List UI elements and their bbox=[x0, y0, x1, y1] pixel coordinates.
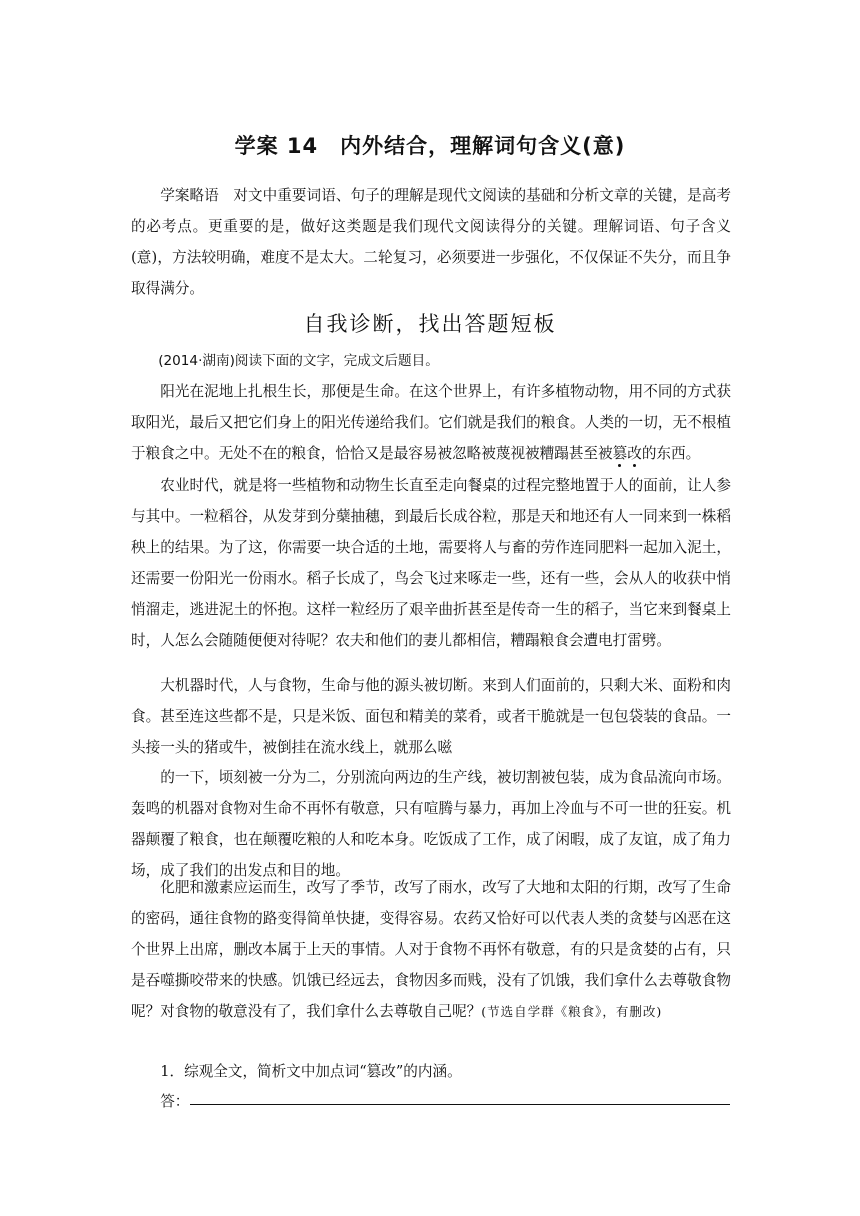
intro-paragraph: 学案略语 对文中重要词语、句子的理解是现代文阅读的基础和分析文章的关键，是高考的必考点。更重要的是，做好这类题是我们现代文阅读得分的关键。理解词语、句子含义(意)，方法较明确，难度不是太大。二轮复习，必须要进一步强化，不仅保证不失分，而且争取得满分。 bbox=[131, 187, 731, 297]
page-title: 学案 14 内外结合，理解词句含义(意) bbox=[234, 134, 626, 158]
passage-paragraph-2: 农业时代，就是将一些植物和动物生长直至走向餐桌的过程完整地置于人的面前，让人参与其中。一粒稻谷，从发芽到分蘖抽穗，到最后长成谷粒，那是天和地还有人一同来到一株稻秧上的结果。为了这，你需要一块合适的土地，需要将人与畜的劳作连同肥料一起加入泥土，还需要一份阳光一份雨水。稻子长成了，鸟会飞过来啄走一些，还有一些，会从人的收获中悄悄溜走，逃进泥土的怀抱。这样一粒经历了艰辛曲折甚至是传奇一生的稻子，当它来到餐桌上时，人怎么会随随便便对待呢？农夫和他们的妻儿都相信，糟蹋粮食会遭电打雷劈。 bbox=[131, 477, 731, 649]
passage-text: 化肥和激素应运而生，改写了季节，改写了雨水，改写了大地和太阳的行期，改写了生命的密码，通往食物的路变得简单快捷，变得容易。农药又恰好可以代表人类的贪婪与凶恶在这个世界上出席，删改本属于上天的事情。人对于食物不再怀有敬意，有的只是贪婪的占有，只是吞噬撕咬带来的快感。饥饿已经远去，食物因多而贱，没有了饥饿，我们拿什么去尊敬食物呢？对食物的敬意没有了，我们拿什么去尊敬自己呢？ bbox=[131, 879, 731, 1020]
emphasized-character: 改 bbox=[627, 445, 642, 462]
passage-paragraph-5 bbox=[131, 872, 731, 1027]
passage-paragraph-4: 的一下，顷刻被一分为二，分别流向两边的生产线，被切割被包装，成为食品流向市场。轰鸣的机器对食物对生命不再怀有敬意，只有喧腾与暴力，再加上冷血与不可一世的狂妄。机器颠覆了粮食，也在颠覆吃粮的人和吃本身。吃饭成了工作，成了闲暇，成了友谊，成了角力场，成了我们的出发点和目的地。 bbox=[131, 769, 731, 879]
answer-label: 答： bbox=[160, 1093, 190, 1110]
reading-instruction: (2014·湖南)阅读下面的文字，完成文后题目。 bbox=[158, 353, 439, 369]
emphasized-character: 篡 bbox=[612, 445, 628, 462]
passage-text: 阳光在泥地上扎根生长，那便是生命。在这个世界上，有许多植物动物，用不同的方式获取阳光，最后又把它们身上的阳光传递给我们。它们就是我们的粮食。人类的一切，无不根植于粮食之中。无处不在的粮食，恰恰又是最容易被忽略被蔑视被糟蹋甚至被 bbox=[131, 383, 731, 462]
passage-paragraph-1 bbox=[131, 376, 731, 469]
passage-text: 的东西。 bbox=[641, 445, 701, 462]
question-1: 1．综观全文，简析文中加点词“篡改”的内涵。 bbox=[160, 1063, 462, 1080]
answer-line[interactable] bbox=[190, 1104, 730, 1105]
passage-paragraph-3: 大机器时代，人与食物，生命与他的源头被切断。来到人们面前的，只剩大米、面粉和肉食。甚至连这些都不是，只是米饭、面包和精美的菜肴，或者干脆就是一包包袋装的食品。一头接一头的猪或牛，被倒挂在流水线上，就那么嗞 bbox=[131, 677, 731, 756]
section-title: 自我诊断，找出答题短板 bbox=[303, 312, 557, 336]
source-note: (节选自学群《粮食》，有删改) bbox=[481, 1004, 663, 1019]
